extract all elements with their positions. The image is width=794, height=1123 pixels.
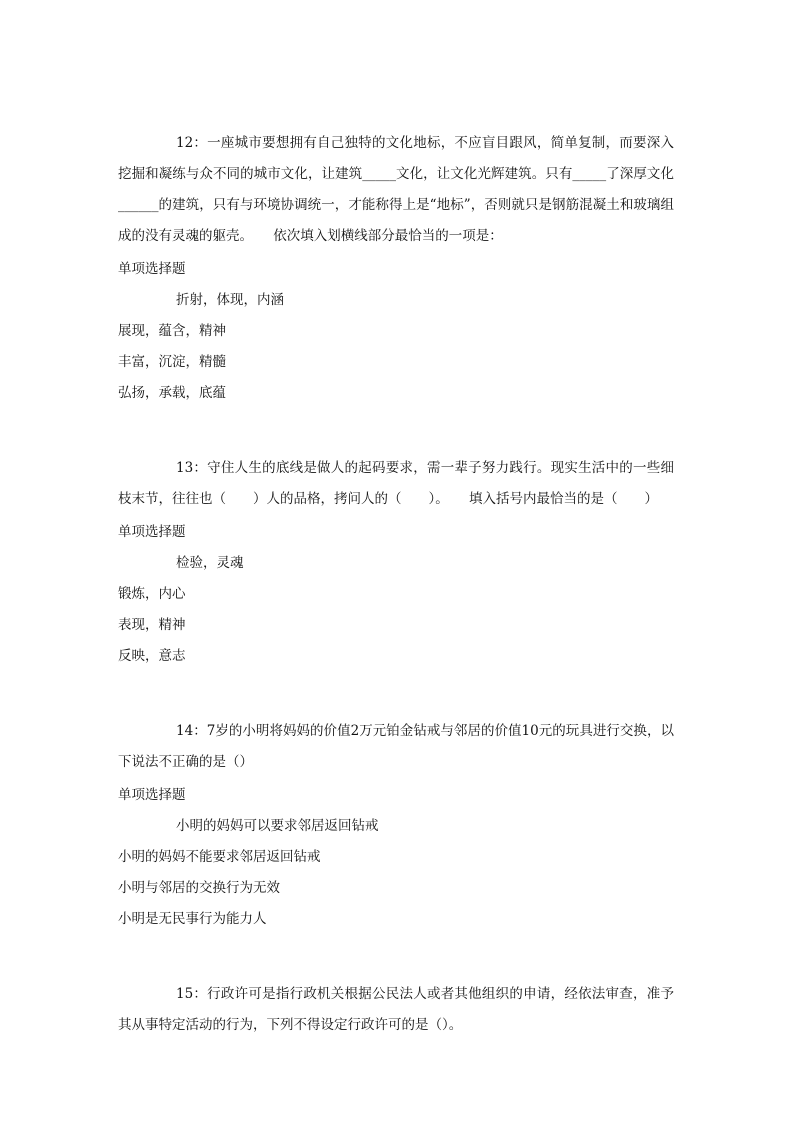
option-b: 小明的妈妈不能要求邻居返回钻戒	[118, 849, 321, 865]
option-c: 丰富，沉淀，精髓	[118, 354, 226, 370]
option-a: 检验，灵魂	[176, 555, 244, 571]
question-stem: 13：守住人生的底线是做人的起码要求，需一辈子努力践行。现实生活中的一些细枝末节，往往也（ ）人的品格，拷问人的（ ）。 填入括号内最恰当的是（ ）	[118, 460, 674, 507]
question-stem: 14：7岁的小明将妈妈的价值2万元铂金钻戒与邻居的价值10元的玩具进行交换，以下说法不正确的是（）	[118, 723, 674, 770]
question-12	[118, 128, 674, 409]
option-d: 弘扬，承载，底蕴	[118, 385, 226, 401]
question-14	[118, 716, 674, 935]
question-13	[118, 453, 674, 672]
option-c: 小明与邻居的交换行为无效	[118, 880, 280, 896]
option-a: 折射，体现，内涵	[176, 292, 284, 308]
option-c: 表现，精神	[118, 617, 186, 633]
question-15	[118, 979, 674, 1041]
question-type-label: 单项选择题	[118, 524, 186, 540]
option-a: 小明的妈妈可以要求邻居返回钻戒	[176, 818, 379, 834]
option-d: 小明是无民事行为能力人	[118, 911, 267, 927]
document-page	[118, 128, 674, 1085]
option-b: 展现，蕴含，精神	[118, 323, 226, 339]
question-type-label: 单项选择题	[118, 261, 186, 277]
question-type-label: 单项选择题	[118, 787, 186, 803]
question-stem: 15：行政许可是指行政机关根据公民法人或者其他组织的申请，经依法审查，准予其从事特定活动的行为，下列不得设定行政许可的是（）。	[118, 986, 674, 1033]
option-d: 反映，意志	[118, 648, 186, 664]
question-stem: 12：一座城市要想拥有自己独特的文化地标，不应盲目跟风，简单复制，而要深入挖掘和凝练与众不同的城市文化，让建筑_____文化，让文化光辉建筑。只有_____了深厚文化______的建筑，只有与环境协调统一，才能称得上是“地标”，否则就只是钢筋混凝土和玻璃组成的没有灵魂的躯壳。 依次填入划横线部分最恰当的一项是：	[118, 135, 674, 244]
option-b: 锻炼，内心	[118, 586, 186, 602]
